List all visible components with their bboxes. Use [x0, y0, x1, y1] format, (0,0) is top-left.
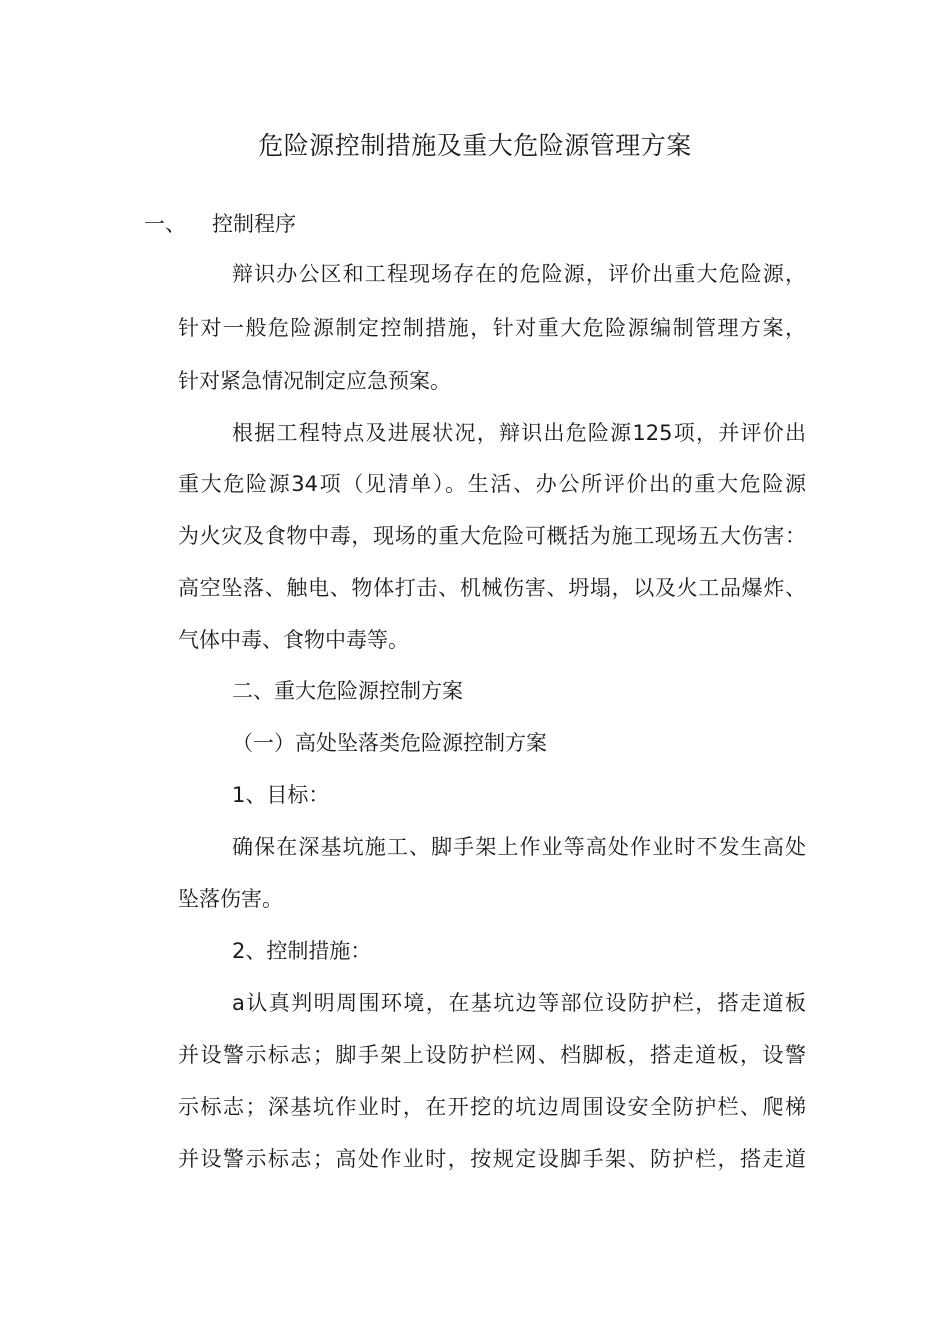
item-heading: 2、控制措施：: [232, 939, 372, 963]
paragraph-line: 坠落伤害。: [178, 887, 283, 911]
paragraph-line: 示标志；深基坑作业时，在开挖的坑边周围设安全防护栏、爬梯: [178, 1095, 806, 1119]
paragraph-line: 并设警示标志；脚手架上设防护栏网、档脚板，搭走道板，设警: [178, 1043, 806, 1067]
subsection-heading: （一）高处坠落类危险源控制方案: [232, 731, 547, 755]
paragraph-line: 针对一般危险源制定控制措施，针对重大危险源编制管理方案，: [178, 316, 806, 340]
section-number: 一、: [144, 212, 186, 236]
paragraph-line: 重大危险源34项（见清单）。生活、办公所评价出的重大危险源: [178, 472, 806, 496]
paragraph-line: 为火灾及食物中毒，现场的重大危险可概括为施工现场五大伤害：: [178, 524, 806, 548]
subsection-heading: 二、重大危险源控制方案: [232, 679, 463, 703]
paragraph-line: 辩识办公区和工程现场存在的危险源，评价出重大危险源，: [232, 262, 806, 286]
document-title: 危险源控制措施及重大危险源管理方案: [258, 131, 692, 160]
paragraph-line: 气体中毒、食物中毒等。: [178, 628, 409, 652]
paragraph-line: 并设警示标志；高处作业时，按规定设脚手架、防护栏，搭走道: [178, 1147, 806, 1171]
paragraph-line: 针对紧急情况制定应急预案。: [178, 369, 451, 393]
item-heading: 1、目标：: [232, 783, 330, 807]
paragraph-line: 根据工程特点及进展状况，辩识出危险源125项，并评价出: [232, 421, 806, 445]
paragraph-line: a认真判明周围环境，在基坑边等部位设防护栏，搭走道板: [232, 991, 806, 1015]
paragraph-line: 确保在深基坑施工、脚手架上作业等高处作业时不发生高处: [232, 835, 806, 859]
paragraph-line: 高空坠落、触电、物体打击、机械伤害、坍塌，以及火工品爆炸、: [178, 576, 806, 600]
section-heading: 控制程序: [212, 212, 296, 236]
